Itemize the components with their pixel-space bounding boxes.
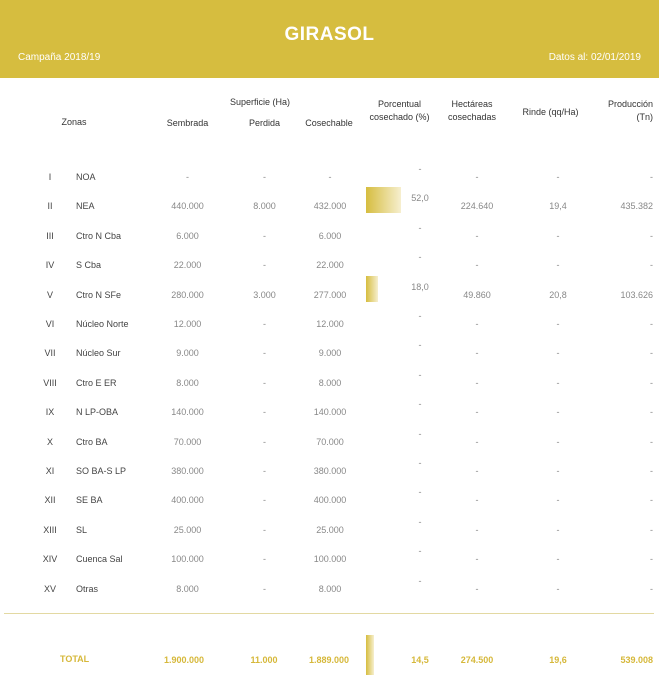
hectareas-value: - <box>475 172 479 182</box>
sembrada-value: 100.000 <box>171 554 204 565</box>
zone-number: IV <box>45 260 55 271</box>
zone-name: SE BA <box>76 495 103 506</box>
perdida-value: 8.000 <box>253 201 276 212</box>
cosechable-value: 277.000 <box>313 289 347 300</box>
total-perdida: 11.000 <box>250 655 278 665</box>
perdida-value: - <box>263 495 266 506</box>
produccion-value: - <box>650 348 653 359</box>
campaign-label: Campaña 2018/19 <box>18 52 101 63</box>
porcentual-value: - <box>418 340 422 351</box>
rinde-value: - <box>556 436 560 447</box>
porcentual-value: 52,0 <box>411 193 429 204</box>
zone-number: II <box>47 201 53 212</box>
produccion-value: - <box>650 583 653 594</box>
sembrada-value: 22.000 <box>173 260 202 271</box>
perdida-value: - <box>263 230 266 241</box>
sembrada-value: 70.000 <box>173 436 202 447</box>
zone-number: V <box>46 289 53 300</box>
total-divider <box>4 613 654 614</box>
rinde-value: - <box>556 583 560 594</box>
total-label: TOTAL <box>60 654 90 664</box>
col-header-hectareas <box>437 98 507 124</box>
perdida-value: - <box>263 554 266 565</box>
col-header-perdida: Perdida <box>248 118 281 128</box>
porcentual-value: 18,0 <box>411 281 429 292</box>
produccion-value: - <box>650 495 653 506</box>
zone-number: VI <box>45 319 55 329</box>
col-header-zonas: Zonas <box>61 117 87 127</box>
sembrada-value: 400.000 <box>171 495 204 506</box>
porcentual-value: - <box>418 428 422 439</box>
porcentual-value: - <box>418 546 422 557</box>
porcentual-value: - <box>418 222 422 233</box>
cosechable-value: 380.000 <box>313 466 347 476</box>
cosechable-value: 8.000 <box>318 583 342 594</box>
porcentual-value: - <box>418 516 422 527</box>
zone-name: Otras <box>76 583 99 594</box>
produccion-value: - <box>650 554 653 565</box>
sembrada-value: 6.000 <box>176 230 199 241</box>
hectareas-value: - <box>475 260 479 271</box>
zone-name: N LP-OBA <box>76 407 119 418</box>
perdida-value: - <box>263 583 266 594</box>
col-header-hectareas-line2: cosechadas <box>447 112 497 122</box>
total-produccion: 539.008 <box>620 655 653 665</box>
cosechable-value: 140.000 <box>313 407 347 418</box>
rinde-value: 20,8 <box>549 289 567 300</box>
cosechable-value: 22.000 <box>316 260 344 271</box>
sembrada-value: 9.000 <box>176 348 199 359</box>
zone-number: VII <box>44 348 56 359</box>
percent-bar <box>366 187 401 213</box>
perdida-value: - <box>263 377 266 388</box>
hectareas-value: 224.640 <box>460 201 494 212</box>
col-header-porcentual <box>362 98 437 124</box>
total-hectareas: 274.500 <box>460 655 494 665</box>
rinde-value: - <box>556 466 560 476</box>
total-sembrada: 1.900.000 <box>163 655 205 665</box>
zone-number: IX <box>45 407 55 418</box>
perdida-value: - <box>263 319 266 329</box>
zone-name: S Cba <box>76 260 102 271</box>
hectareas-value: - <box>475 583 479 594</box>
cosechable-value: 6.000 <box>318 230 342 241</box>
zone-name: Ctro E ER <box>76 377 117 388</box>
rinde-value: - <box>556 319 560 329</box>
col-header-porcentual-line1: Porcentual <box>377 99 422 109</box>
produccion-value: - <box>650 466 653 476</box>
produccion-value: - <box>650 260 653 271</box>
perdida-value: - <box>263 407 266 418</box>
zone-number: X <box>46 436 53 447</box>
sembrada-value: 12.000 <box>173 319 202 329</box>
zone-name: Ctro BA <box>76 436 108 447</box>
col-header-sembrada: Sembrada <box>166 118 209 128</box>
col-header-superficie: Superficie (Ha) <box>229 97 291 107</box>
sembrada-value: 8.000 <box>176 583 199 594</box>
perdida-value: - <box>263 524 266 535</box>
produccion-value: 435.382 <box>620 201 653 212</box>
rinde-value: 19,4 <box>549 201 567 212</box>
sembrada-value: 440.000 <box>171 201 204 212</box>
perdida-value: - <box>263 466 266 476</box>
hectareas-value: - <box>475 407 479 418</box>
zone-name: Cuenca Sal <box>76 554 123 565</box>
col-header-hectareas-line1: Hectáreas <box>451 99 493 109</box>
zone-number: III <box>46 230 54 241</box>
zone-number: VIII <box>43 377 57 388</box>
hectareas-value: - <box>475 495 479 506</box>
rinde-value: - <box>556 172 560 182</box>
produccion-value: - <box>650 172 653 182</box>
porcentual-value: - <box>418 487 422 498</box>
total-rinde: 19,6 <box>549 655 567 665</box>
sembrada-value: 140.000 <box>171 407 204 418</box>
perdida-value: - <box>263 436 266 447</box>
cosechable-value: 9.000 <box>318 348 342 359</box>
col-header-rinde: Rinde (qq/Ha) <box>522 107 579 117</box>
rinde-value: - <box>556 230 560 241</box>
porcentual-value: - <box>418 311 422 321</box>
zone-name: Ctro N SFe <box>76 289 122 300</box>
perdida-value: - <box>263 348 266 359</box>
produccion-value: - <box>650 436 653 447</box>
rinde-value: - <box>556 260 560 271</box>
zone-name: NOA <box>76 172 96 182</box>
rinde-value: - <box>556 495 560 506</box>
col-header-cosechable: Cosechable <box>305 118 353 128</box>
report-header <box>0 0 659 78</box>
hectareas-value: - <box>475 554 479 565</box>
produccion-value: - <box>650 407 653 418</box>
hectareas-value: - <box>475 230 479 241</box>
zone-number: XII <box>44 495 56 506</box>
rinde-value: - <box>556 377 560 388</box>
sembrada-value: 380.000 <box>171 466 204 476</box>
cosechable-value: 100.000 <box>313 554 347 565</box>
porcentual-value: - <box>418 399 422 410</box>
report-title: GIRASOL <box>284 24 375 45</box>
col-header-porcentual-line2: cosechado (%) <box>369 112 430 122</box>
zone-number: I <box>48 172 52 182</box>
zone-number: XIV <box>42 554 58 565</box>
total-porcentual: 14,5 <box>411 655 429 665</box>
zone-number: XV <box>43 583 56 594</box>
hectareas-value: - <box>475 377 479 388</box>
produccion-value: - <box>650 230 653 241</box>
data-date-label: Datos al: 02/01/2019 <box>548 52 641 63</box>
percent-bar <box>366 276 378 302</box>
produccion-value: - <box>650 377 653 388</box>
produccion-value: - <box>650 319 653 329</box>
sembrada-value: 25.000 <box>173 524 202 535</box>
produccion-value: - <box>650 524 653 535</box>
rinde-value: - <box>556 554 560 565</box>
perdida-value: - <box>263 260 266 271</box>
zone-name: SL <box>76 524 88 535</box>
cosechable-value: 400.000 <box>313 495 347 506</box>
cosechable-value: 432.000 <box>313 201 347 212</box>
zone-name: Ctro N Cba <box>76 230 122 241</box>
cosechable-value: 70.000 <box>316 436 344 447</box>
hectareas-value: - <box>475 436 479 447</box>
hectareas-value: 49.860 <box>463 289 491 300</box>
hectareas-value: - <box>475 319 479 329</box>
rinde-value: - <box>556 524 560 535</box>
hectareas-value: - <box>475 348 479 359</box>
col-header-produccion-line2: (Tn) <box>636 112 653 122</box>
cosechable-value: - <box>328 172 332 182</box>
sembrada-value: 280.000 <box>171 289 204 300</box>
sembrada-value: 8.000 <box>176 377 199 388</box>
perdida-value: - <box>263 172 266 182</box>
perdida-value: 3.000 <box>253 289 276 300</box>
cosechable-value: 25.000 <box>316 524 344 535</box>
porcentual-value: - <box>418 164 422 174</box>
porcentual-value: - <box>418 458 422 468</box>
zone-number: XIII <box>43 524 57 535</box>
zone-name: SO BA-S LP <box>76 466 127 476</box>
zone-name: Núcleo Sur <box>76 348 121 359</box>
total-cosechable: 1.889.000 <box>308 655 350 665</box>
cosechable-value: 12.000 <box>316 319 344 329</box>
col-header-produccion-line1: Producción <box>607 99 653 109</box>
porcentual-value: - <box>418 575 422 586</box>
zone-number: XI <box>45 466 55 476</box>
col-header-produccion <box>593 98 653 124</box>
hectareas-value: - <box>475 524 479 535</box>
zone-name: NEA <box>76 201 95 212</box>
total-percent-bar <box>366 635 374 675</box>
zone-name: Núcleo Norte <box>76 319 129 329</box>
produccion-value: 103.626 <box>620 289 653 300</box>
porcentual-value: - <box>418 369 422 380</box>
hectareas-value: - <box>475 466 479 476</box>
rinde-value: - <box>556 348 560 359</box>
porcentual-value: - <box>418 252 422 263</box>
cosechable-value: 8.000 <box>318 377 342 388</box>
sembrada-value: - <box>186 172 189 182</box>
rinde-value: - <box>556 407 560 418</box>
